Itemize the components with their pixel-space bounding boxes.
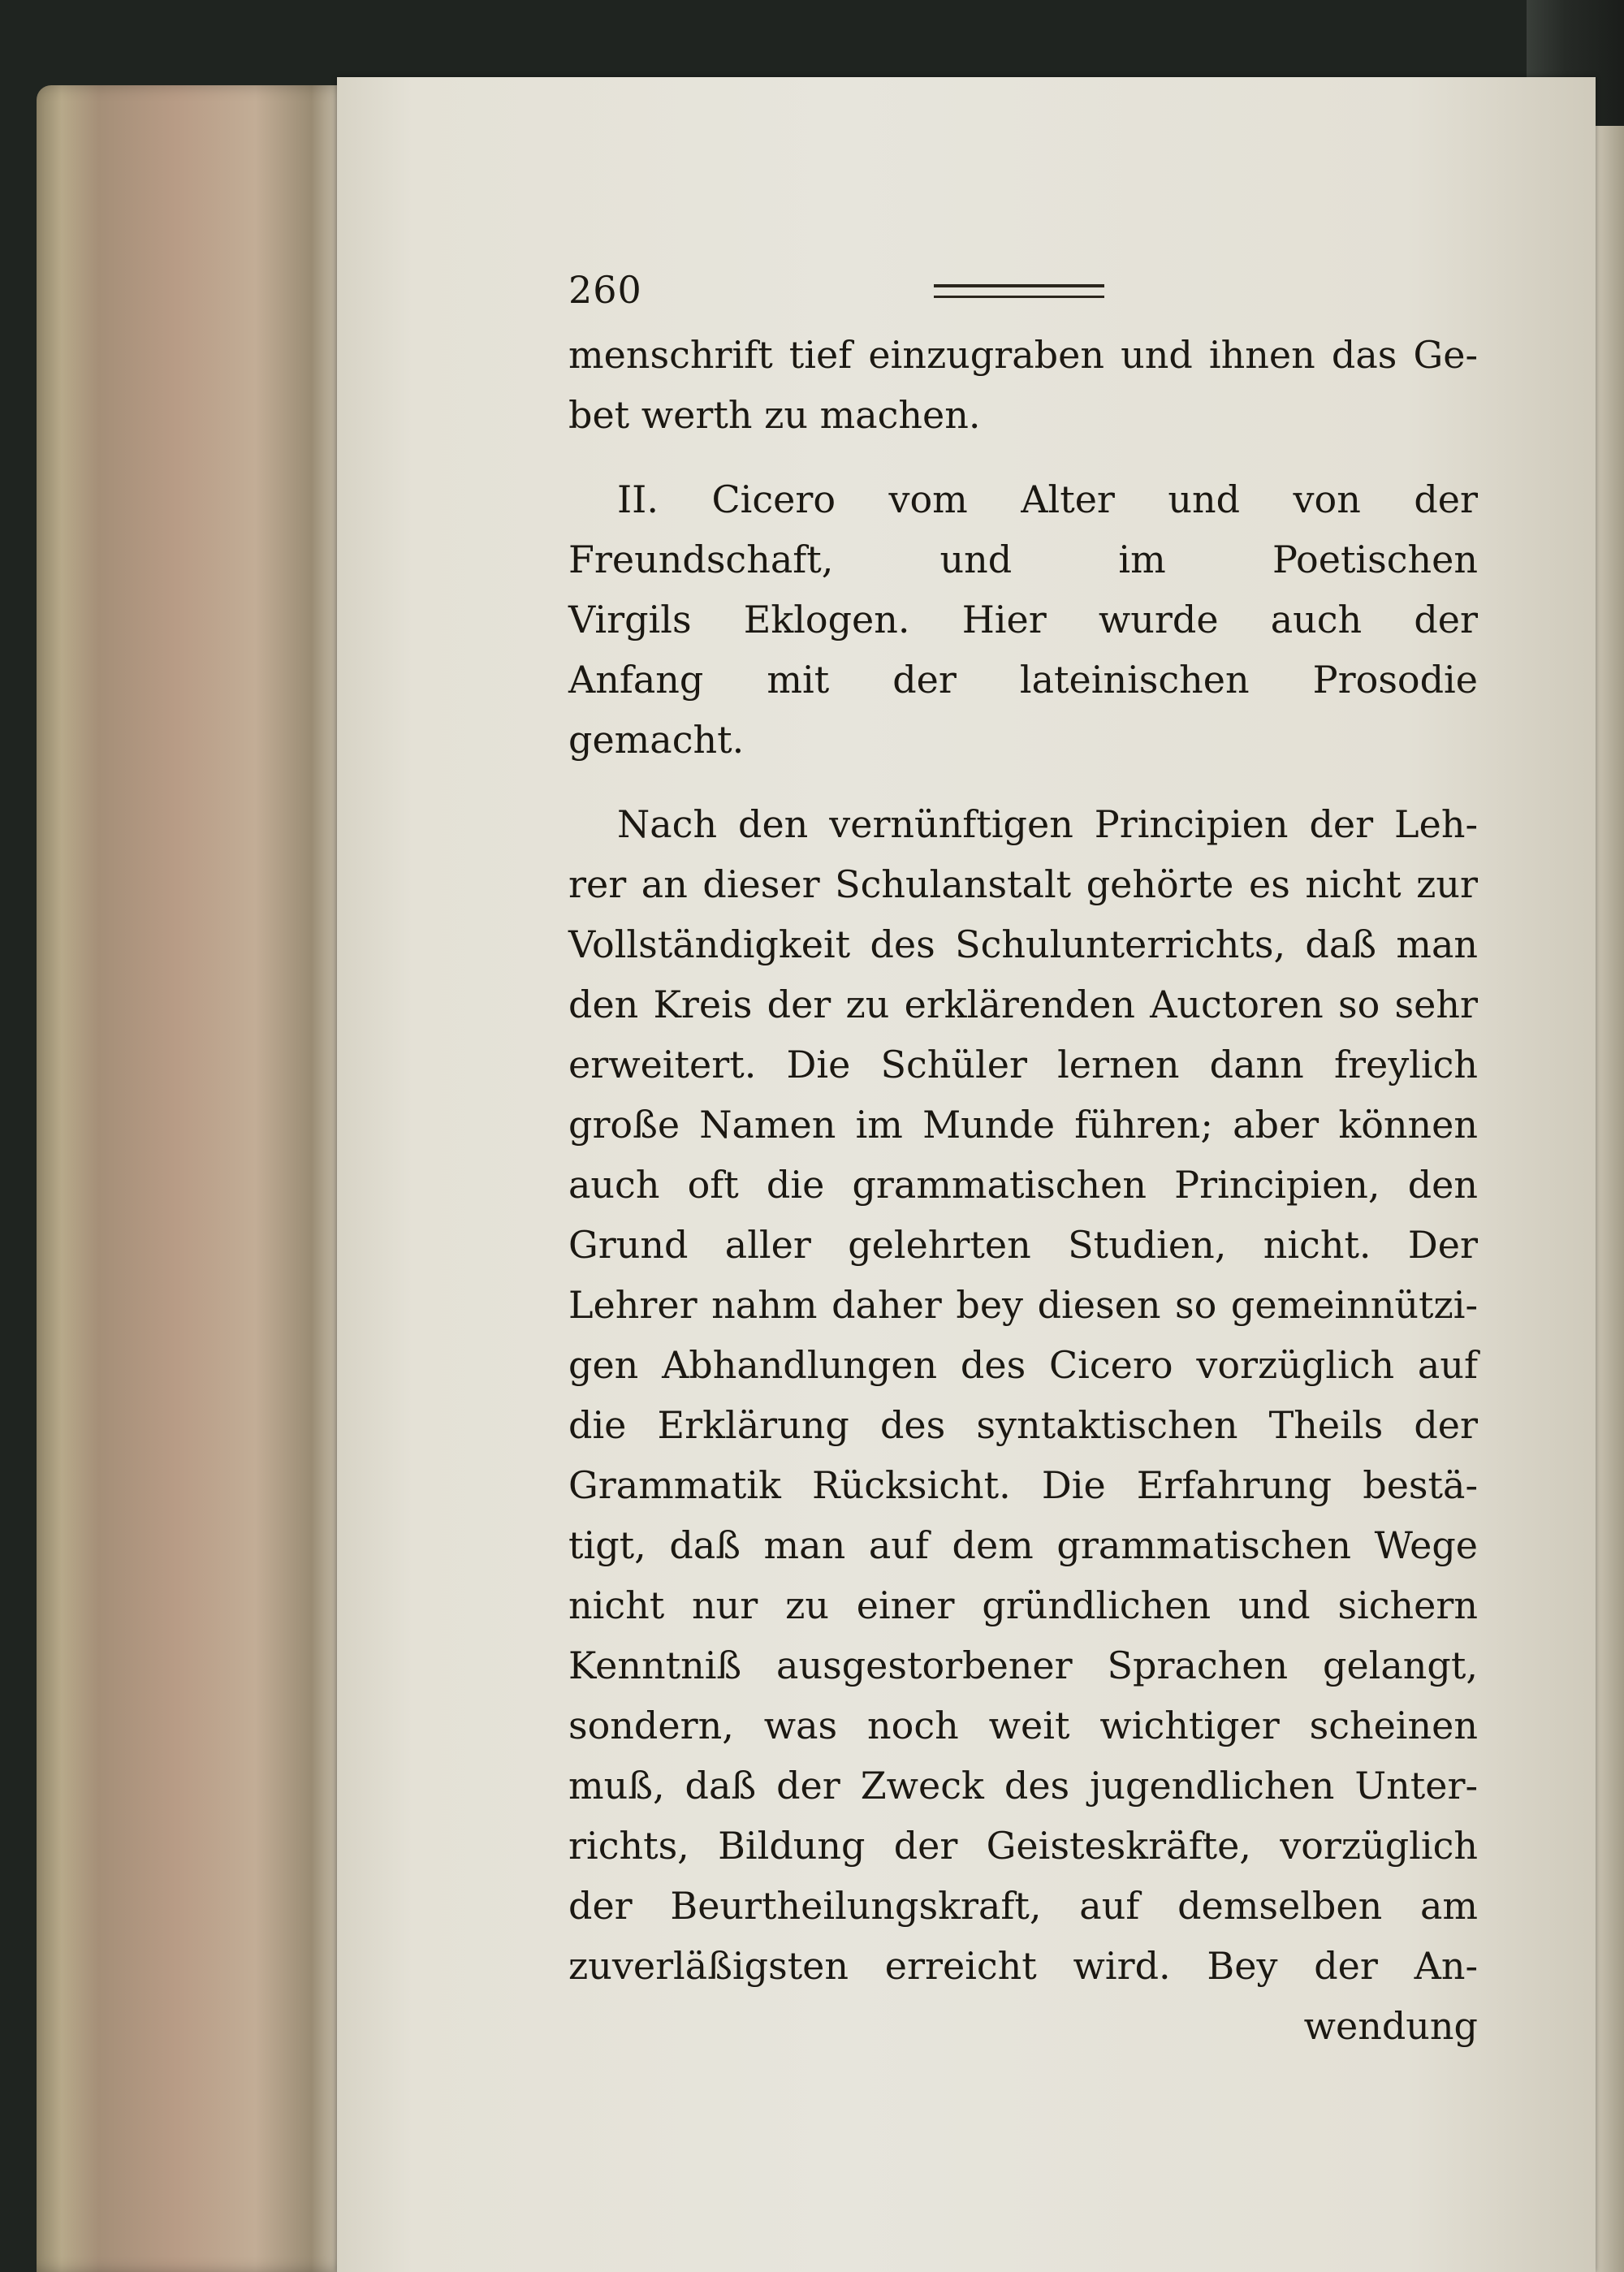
book-page [337,77,1596,2272]
text-line: große Namen im Munde führen; aber können [568,1103,1478,1147]
header-rule [934,284,1104,298]
text-line: gen Abhandlungen des Cicero vorzüglich auf [568,1343,1478,1387]
text-line: richts, Bildung der Geisteskräfte, vorzüglich [568,1824,1478,1868]
text-line: auch oft die grammatischen Principien, den [568,1163,1478,1207]
text-line: sondern, was noch weit wichtiger scheinen [568,1704,1478,1747]
text-line: Lehrer nahm daher bey diesen so gemeinnützi- [568,1283,1478,1327]
text-line: menschrift tief einzugraben und ihnen das Ge- [568,333,1478,377]
page-text [568,260,1478,2056]
text-line: rer an dieser Schulanstalt gehörte es nicht zur [568,862,1478,906]
paragraph-3 [568,794,1478,1996]
text-line: tigt, daß man auf dem grammatischen Wege [568,1523,1478,1567]
text-line: Grund aller gelehrten Studien, nicht. Der [568,1223,1478,1267]
book [37,77,1624,2272]
text-line: Grammatik Rücksicht. Die Erfahrung bestä- [568,1463,1478,1507]
text-line: II. Cicero vom Alter und von der [617,477,1478,521]
page-header [568,260,1478,325]
text-line: Virgils Eklogen. Hier wurde auch der [568,598,1478,641]
text-line: gemacht. [568,718,745,762]
text-line: nicht nur zu einer gründlichen und sichern [568,1583,1478,1627]
text-line: Kenntniß ausgestorbener Sprachen gelangt, [568,1644,1478,1687]
text-line: der Beurtheilungskraft, auf demselben am [568,1884,1478,1928]
text-line: die Erklärung des syntaktischen Theils der [568,1403,1478,1447]
text-line: Freundschaft, und im Poetischen [568,538,1478,581]
text-line: erweitert. Die Schüler lernen dann freylich [568,1043,1478,1086]
paragraph-2 [568,469,1478,770]
text-line: Vollständigkeit des Schulunterrichts, daß man [568,922,1478,966]
text-line: Nach den vernünftigen Principien der Leh- [617,802,1478,846]
text-line: muß, daß der Zweck des jugendlichen Unter- [568,1764,1478,1808]
page-number: 260 [568,268,642,312]
text-line: Anfang mit der lateinischen Prosodie [568,658,1478,702]
text-line: bet werth zu machen. [568,393,981,437]
text-line: den Kreis der zu erklärenden Auctoren so sehr [568,983,1478,1026]
catchword: wendung [1303,2004,1478,2048]
paragraph-1 [568,325,1478,445]
page-block-edge [37,85,349,2272]
text-line: zuverläßigsten erreicht wird. Bey der An- [568,1944,1478,1988]
